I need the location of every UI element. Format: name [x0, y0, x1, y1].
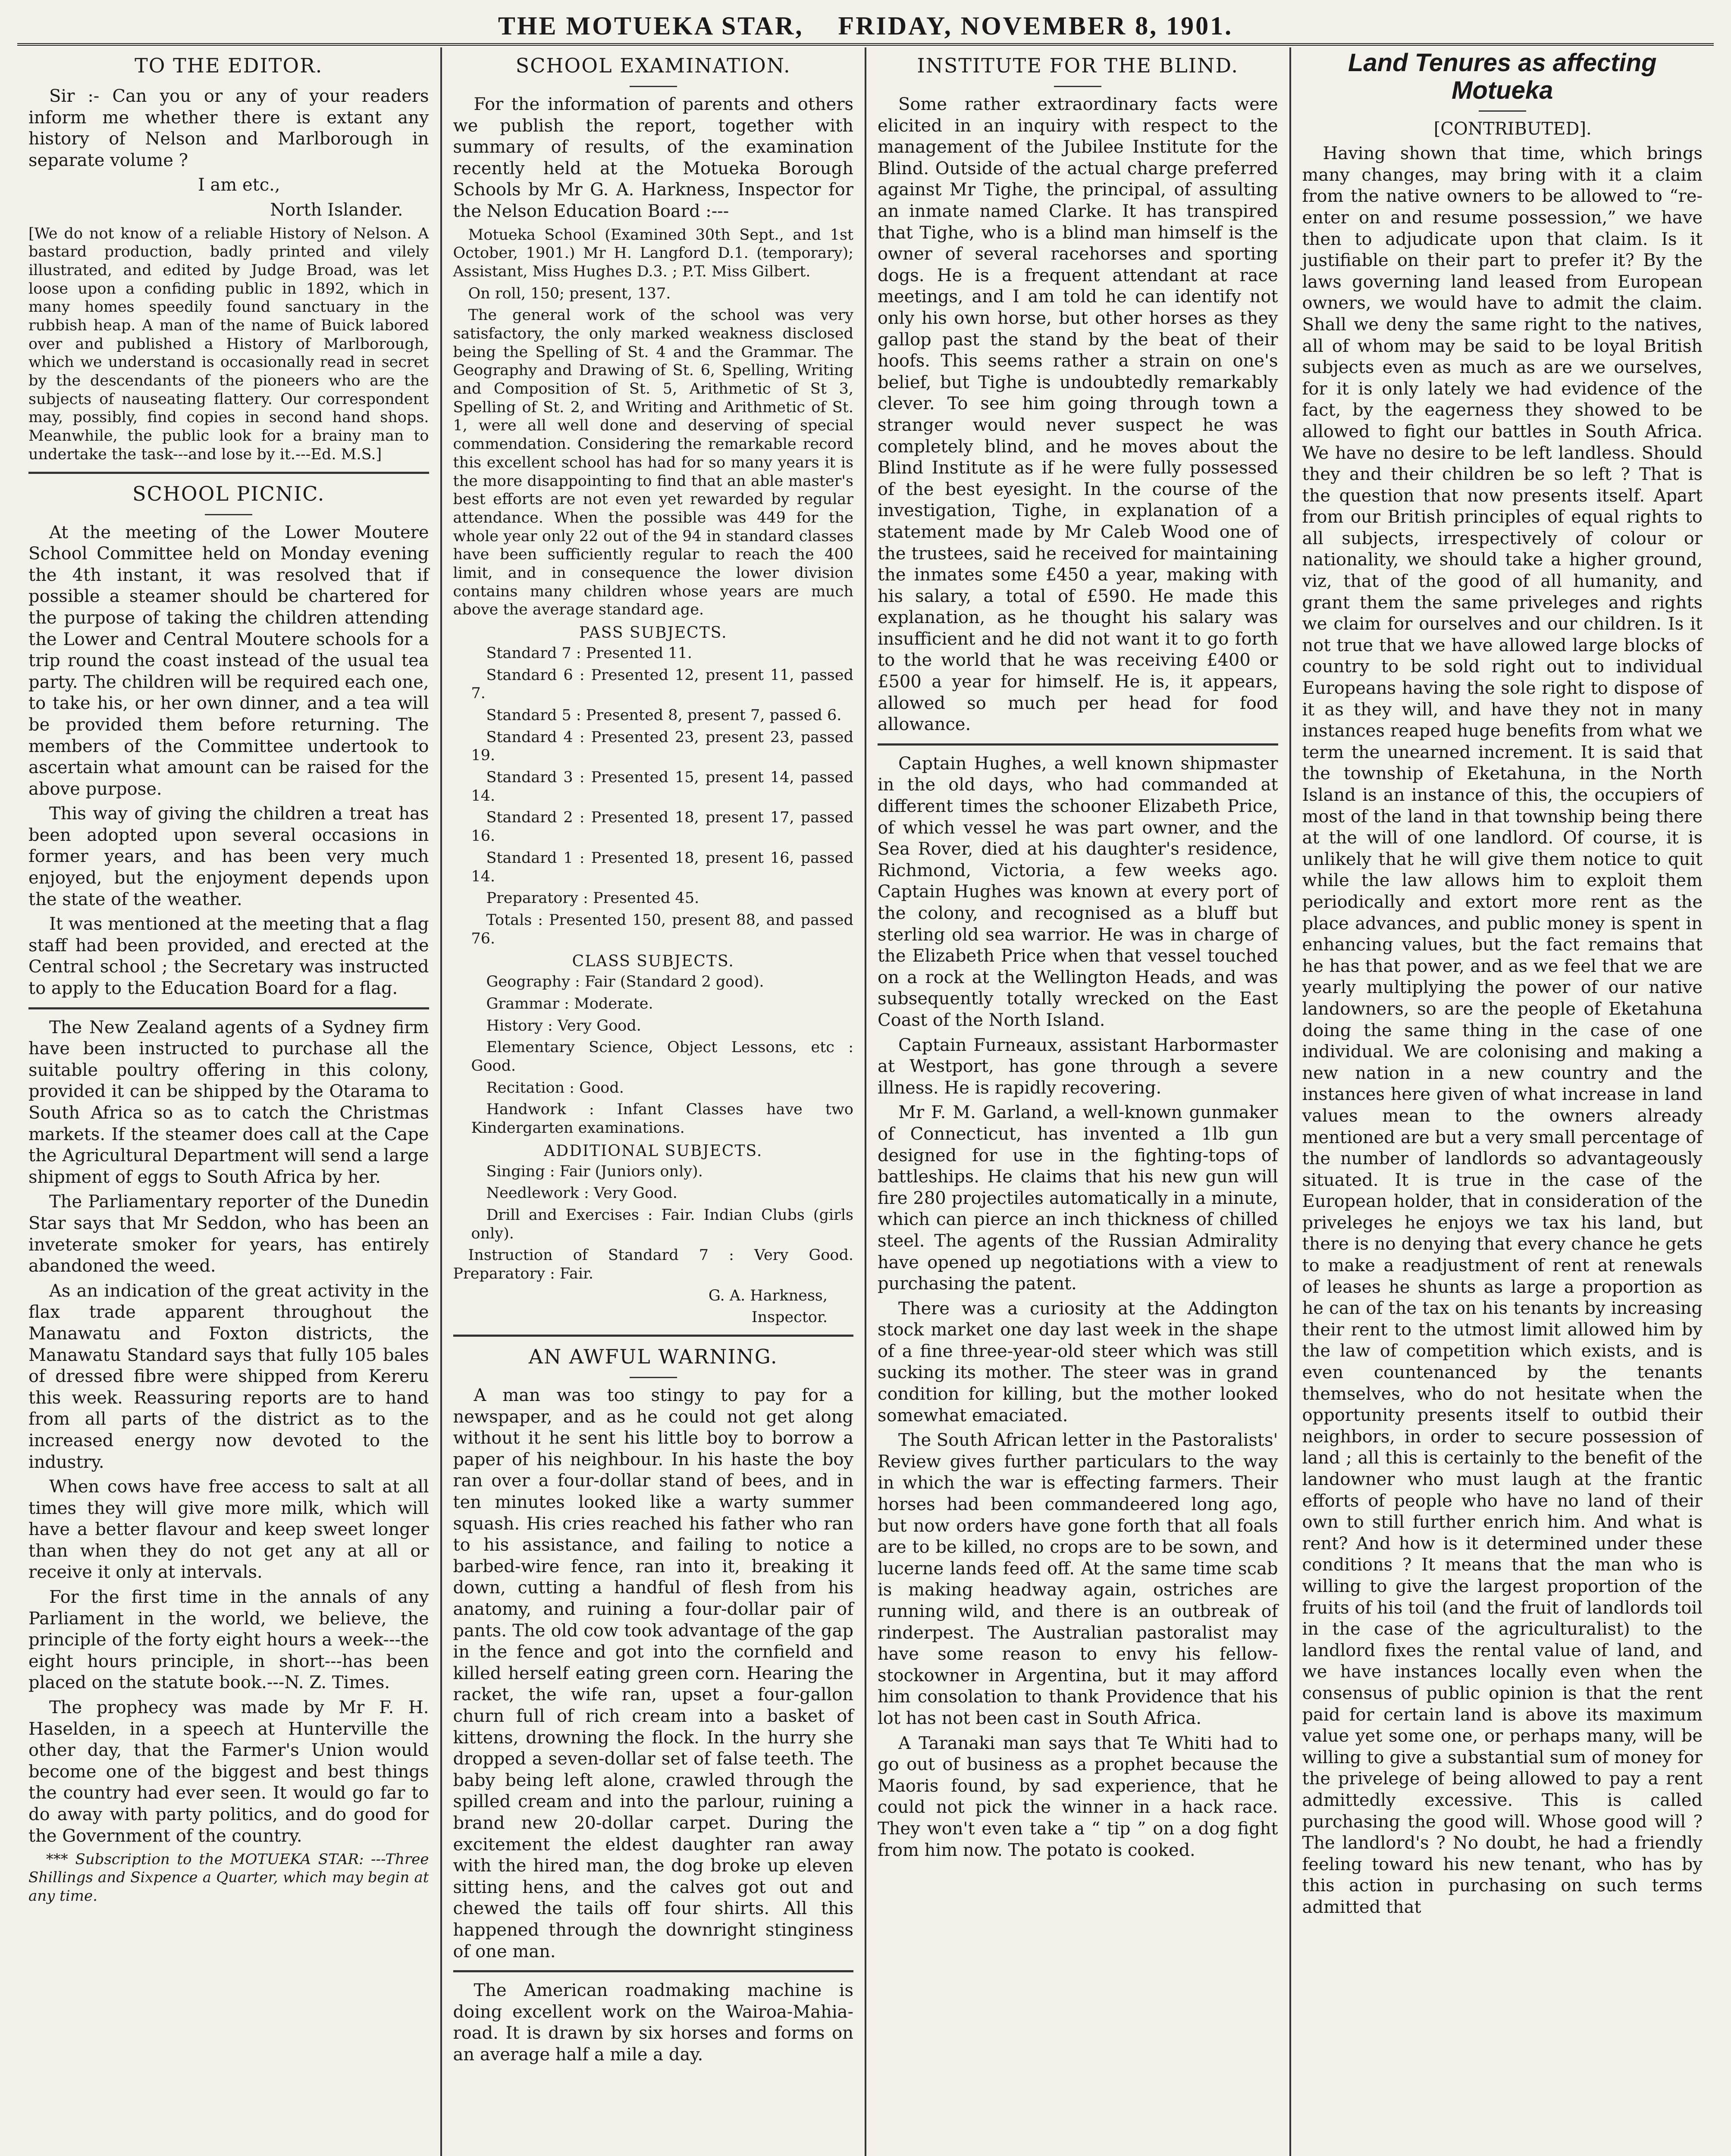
- picnic-paragraph: This way of giving the children a treat has been adopted upon several occasions in former years, and has been very much enjoyed, but the enjoyment depends upon the state of the weather.: [28, 804, 429, 909]
- editor-reply: [We do not know of a reliable History of Nelson. A bastard production, badly printed and vilely illustrated, and edited by Judge Broad, was let loose upon a confiding public in 1892, which in many homes speedily found sanctuary in the rubbish heap. A man of the name of Buick labored over and published a History of Marlborough, which we understand is occasionally read in secret by the descendants of the pioneers who are the subjects of nauseating flattery. Our correspondent may, possibly, find copies in second hand shops. Meanwhile, the public look for a brainy man to undertake the task---and lose by it.---Ed. M.S.]: [28, 225, 429, 463]
- news-paragraph: There was a curiosity at the Addington stock market one day last week in the shape of a fine three-year-old steer which was still sucking its mother. The steer was in grand condition for killing, but the mother looked somewhat emaciated.: [878, 1298, 1278, 1426]
- short-rule: [630, 86, 677, 87]
- class-line: Geography : Fair (Standard 2 good).: [486, 973, 764, 991]
- exam-intro: For the information of parents and others we publish the report, together with summary of results, of the examination recently held at the Motueka Borough Schools by Mr G. A. Harkness, Inspector for the Nelson Education Board :---: [453, 94, 853, 221]
- news-paragraph: For the first time in the annals of any Parliament in the world, we believe, the principle of the forty eight hours a week---the eight hours principle, in short---has been placed on the statute book.---N. Z. Times.: [28, 1587, 429, 1693]
- class-line: Handwork : Infant Classes have two Kindergarten examinations.: [471, 1101, 853, 1137]
- land-tenures-text: Having shown that time, which brings many changes, may bring with it a claim from the native owners to be allowed to “re-enter on and resume possession,” we have then to adjudicate upon that claim. Is it justifiable on their part to prefer it? By the laws governing land leased from European owners, we would have to admit the claim. Shall we deny the same right to the natives, all of whom may be said to be loyal British subjects even as much as are we ourselves, for it is only lately we had evidence of the fact, by the eagerness they showed to be allowed to fight our battles in South Africa. We have no desire to be left landless. Should they and their children be so left ? That is the question that now presents itself. Apart from our British principles of equal rights to all subjects, irrespectively of colour or nationality, we should take a higher ground, viz, that of the good of all humanity, and grant them the same priveleges and rights we claim for ourselves and our children. Is it not true that we have allowed large blocks of country to be sold right out to individual Europeans having the sole right to dispose of it as they will, and have they not in many instances reaped huge benefits from what we term the unearned increment. It is said that the township of Eketahuna, in the North Island is an instance of this, the occupiers of most of the land in that township being there at the will of one landlord. Of course, it is unlikely that he will give them notice to quit while the law allows him to exploit them periodically and extort more rent as the place advances, and public money is spent in enhancing values, but the fact remains that he has that power, and as we feel that we are yearly multiplying the power of our native landowners, so are the people of Eketahuna doing the same thing in the case of one individual. We are colonising and making a new nation in a new country and the instances here given of what increase in land values mean to the owners already mentioned are but a very small percentage of the number of landlords so advantageously situated. It is true in the case of the European holder, that in consideration of the priveleges he enjoys we tax his land, but there is no denying that every chance he gets to make a readjustment of rent at renewals of leases he shunts as large a proportion as he can of the tax on his tenants by increasing their rent to the utmost limit allowed him by the law of competition which exists, and is even countenanced by the tenants themselves, who do not hesitate when the opportunity presents itself to outbid their neighbors, in order to secure possession of land ; all this is certainly to the benefit of the landowner who must laugh at the frantic efforts of people who have no land of their own to still further enrich him. And what is rent? And how is it determined under these conditions ? It means that the man who is willing to give the largest proportion of the fruits of his toil (and the fruit of landlords toil in the case of the agriculturalist) to the landlord fixes the rental value of land, and we have instances locally even when the consensus of public opinion is that the rent paid for certain land is above its maximum value yet some one, or perhaps many, will be willing to give a substantial sum of money for the privelege of being allowed to pay a rent admittedly excessive. This is called purchasing the good will. Whose good will ? The landlord's ? No doubt, he had a friendly feeling toward his new tenant, who has by this action in purchasing on such terms admitted that: [1302, 144, 1703, 1917]
- exam-school: Motueka School (Examined 30th Sept., and 1st October, 1901.) Mr H. Langford D.1. (temporary); Assistant, Miss Hughes D.3. ; P.T. Miss Gilbert.: [453, 226, 853, 280]
- picnic-heading: SCHOOL PICNIC.: [132, 482, 325, 505]
- land-tenures-heading: Land Tenures as affecting Motueka: [1348, 49, 1657, 104]
- pass-line: Totals : Presented 150, present 88, and passed 76.: [471, 911, 853, 947]
- additional-line: Drill and Exercises : Fair. Indian Clubs (girls only).: [471, 1206, 853, 1242]
- editor-letter: Sir :- Can you or any of your readers inform me whether there is extant any history of Nelson and Marlborough in separate volume ?: [28, 86, 429, 170]
- subscription-note: *** Subscription to the MOTUEKA STAR: ---Three Shillings and Sixpence a Quarter, which may begin at any time.: [28, 1851, 429, 1905]
- column-2: [442, 47, 867, 2156]
- exam-signature-title: Inspector.: [751, 1309, 828, 1326]
- pass-line: Standard 6 : Presented 12, present 11, passed 7.: [471, 666, 853, 702]
- editor-signature: North Islander.: [270, 200, 403, 220]
- pass-line: Standard 7 : Presented 11.: [486, 644, 692, 662]
- columns: [17, 47, 1714, 2156]
- exam-report: The general work of the school was very satisfactory, the only marked weakness disclosed being the Spelling of St. 4 and the Grammar. The Geography and Drawing of St. 6, Spelling, Writing and Composition of St. 5, Arithmetic of St 3, Spelling of St. 2, and Writing and Arithmetic of St. 1, were all well done and deserving of special commendation. Considering the remarkable record this excellent school has had for so many years it is the more disappointing to find that an able master's best efforts are not even yet rewarded by regular attendance. When the possible was 449 for the whole year only 22 out of the 94 in standard classes have been sufficiently regular to reach the 400 limit, and in consequence the lower division contains many children whose years are much above the average standard age.: [453, 307, 853, 619]
- additional-line: Needlework : Very Good.: [486, 1185, 677, 1202]
- news-paragraph: A Taranaki man says that Te Whiti had to go out of business as a prophet because the Maoris found, by sad experience, that he could not pick the winner in a hack race. They won't even take a “ tip ” on a dog fight from him now. The potato is cooked.: [878, 1733, 1278, 1860]
- news-paragraph: As an indication of the great activity in the flax trade apparent throughout the Manawatu and Foxton districts, the Manawatu Standard says that fully 105 bales of dressed fibre were shipped from Kereru this week. Reassuring reports are to hand from all parts of the district as to the increased energy now devoted to the industry.: [28, 1281, 429, 1472]
- column-3: [866, 47, 1291, 2156]
- divider: [878, 743, 1278, 746]
- news-paragraph: The New Zealand agents of a Sydney firm have been instructed to purchase all the suitable poultry offering in this colony, provided it can be shipped by the Otarama to South Africa so as to catch the Christmas markets. If the steamer does call at the Cape the Agricultural Department will send a large shipment of eggs to South Africa by her.: [28, 1017, 429, 1187]
- additional-subjects-heading: ADDITIONAL SUBJECTS.: [544, 1142, 763, 1160]
- picnic-paragraph: At the meeting of the Lower Moutere School Committee held on Monday evening the 4th instant, it was resolved that if possible a steamer should be chartered for the purpose of taking the children attending the Lower and Central Moutere schools for a trip round the coast instead of the usual tea party. The children will be required each one, to take his, or her own dinner, and a tea will be provided them before returning. The members of the Committee undertook to ascertain what amount can be raised for the above purpose.: [28, 522, 429, 799]
- exam-roll: On roll, 150; present, 137.: [468, 285, 671, 302]
- additional-line: Singing : Fair (Juniors only).: [486, 1163, 703, 1180]
- news-paragraph: The South African letter in the Pastoralists' Review gives further particulars to the way in which the war is effecting farmers. Their horses had been commandeered long ago, but now orders have gone forth that all foals are to be killed, no crops are to be sown, and lucerne lands feed off. At the same time scab is making headway again, ostriches are running wild, and there is an outbreak of rinderpest. The Australian pastoralist may have some reason to envy his fellow-stockowner in Argentina, but it may afford him consolation to thank Providence that his lot has not been cast in South Africa.: [878, 1430, 1278, 1728]
- warning-text: A man was too stingy to pay for a newspaper, and as he could not get along without it he sent his little boy to borrow a paper of his neighbour. In his haste the boy ran over a four-dollar stand of bees, and in ten minutes looked like a warty summer squash. His cries reached his father who ran to his assistance, and failing to notice a barbed-wire fence, ran into it, breaking it down, cutting a handful of flesh from his anatomy, and ruining a four-dollar pair of pants. The old cow took advantage of the gap in the fence and got into the cornfield and killed herself eating green corn. Hearing the racket, the wife ran, upset a four-gallon churn full of rich cream into a basket of kittens, drowning the flock. In the hurry she dropped a seven-dollar set of false teeth. The baby being left alone, crawled through the spilled cream and into the parlour, ruining a brand new 20-dollar carpet. During the excitement the eldest daughter ran away with the hired man, the dog broke up eleven sitting hens, and the calves got out and chewed the tails off four shirts. All this happened through the downright stinginess of one man.: [453, 1385, 853, 1962]
- masthead-date: FRIDAY, NOVEMBER 8, 1901.: [838, 12, 1233, 40]
- picnic-paragraph: It was mentioned at the meeting that a flag staff had been provided, and erected at the Central school ; the Secretary was instructed to apply to the Education Board for a flag.: [28, 914, 429, 999]
- editor-heading: TO THE EDITOR.: [135, 54, 323, 77]
- class-subjects-heading: CLASS SUBJECTS.: [572, 953, 734, 971]
- news-paragraph: Captain Furneaux, assistant Harbormaster at Westport, has gone through a severe illness. He is rapidly recovering.: [878, 1035, 1278, 1098]
- short-rule: [630, 1377, 677, 1378]
- blind-heading: INSTITUTE FOR THE BLIND.: [917, 54, 1239, 77]
- news-paragraph: The prophecy was made by Mr F. H. Haselden, in a speech at Hunterville the other day, that the Farmer's Union would become one of the biggest and best things the country had ever seen. It would go far to do away with party politics, and do good for the Government of the country.: [28, 1698, 429, 1846]
- masthead-title: THE MOTUEKA STAR,: [498, 12, 804, 40]
- exam-heading: SCHOOL EXAMINATION.: [515, 54, 791, 77]
- news-paragraph: Mr F. M. Garland, a well-known gunmaker of Connecticut, has invented a 1lb gun designed for use in the fighting-tops of battleships. He claims that his new gun will fire 280 projectiles automatically in a minute, which can pierce an inch thickness of chilled steel. The agents of the Russian Admirality have opened up negotiations with a view to purchasing the patent.: [878, 1103, 1278, 1294]
- warning-heading: AN AWFUL WARNING.: [528, 1345, 778, 1369]
- land-tenures-byline: [CONTRIBUTED].: [1433, 119, 1592, 139]
- class-line: Elementary Science, Object Lessons, etc : Good.: [471, 1039, 853, 1075]
- pass-subjects-heading: PASS SUBJECTS.: [579, 624, 728, 642]
- class-line: Grammar : Moderate.: [486, 995, 653, 1012]
- exam-signature-name: G. A. Harkness,: [708, 1287, 828, 1304]
- column-4: [1291, 47, 1714, 2156]
- divider: [28, 1007, 429, 1009]
- exam-instruction: Instruction of Standard 7 : Very Good. Preparatory : Fair.: [453, 1247, 853, 1282]
- pass-line: Standard 4 : Presented 23, present 23, passed 19.: [471, 728, 853, 765]
- news-paragraph: The Parliamentary reporter of the Dunedin Star says that Mr Seddon, who has been an inveterate smoker for years, has entirely abandoned the weed.: [28, 1192, 429, 1276]
- short-rule: [1054, 86, 1101, 87]
- short-rule: [205, 514, 252, 515]
- pass-line: Standard 2 : Presented 18, present 17, passed 16.: [471, 809, 853, 845]
- class-line: History : Very Good.: [486, 1017, 641, 1034]
- roadmaking-paragraph: The American roadmaking machine is doing excellent work on the Wairoa-Mahia-road. It is drawn by six horses and forms on an average half a mile a day.: [453, 1981, 853, 2065]
- column-1: [17, 47, 442, 2156]
- short-rule: [1479, 110, 1526, 112]
- divider: [453, 1970, 854, 1972]
- pass-line: Standard 5 : Presented 8, present 7, passed 6.: [486, 707, 842, 724]
- blind-text: Some rather extraordinary facts were elicited in an inquiry with respect to the management of the Jubilee Institute for the Blind. Outside of the actual charge preferred against Mr Tighe, the principal, of assulting an inmate named Clarke. It has transpired that Tighe, who is a blind man himself is the owner of several racehorses and sporting dogs. He is a frequent attendant at race meetings, and I am told he can identify not only his own horse, but other horses as they gallop past the stand by the beat of their hoofs. This seems rather a strain on one's belief, but Tighe is undoubtedly remarkably clever. To see him going through town a stranger would never suspect he was completely blind, and he moves about the Blind Institute as if he were fully possessed of the best eyesight. In the course of the investigation, Tighe, in explanation of a statement made by Mr Caleb Wood one of the trustees, said he received for maintaining the inmates some £450 a year, making with his salary, a total of £590. He made this explanation, as he thought his salary was insufficient and he did not want it to go forth to the world that he was receiving £400 or £500 a year for himself. He is, it appears, allowed so much per head for food allowance.: [878, 94, 1278, 735]
- divider: [453, 1335, 854, 1337]
- editor-close: I am etc.,: [198, 175, 280, 195]
- news-paragraph: Captain Hughes, a well known shipmaster in the old days, who had commanded at different times the schooner Elizabeth Price, of which vessel he was part owner, and the Sea Rover, died at his daughter's residence, Richmond, Victoria, a few weeks ago. Captain Hughes was known at every port of the colony, and recognised as a bluff but sterling old sea warrior. He was in charge of the Elizabeth Price when that vessel touched on a rock at the Wellington Heads, and was subsequently totally wrecked on the East Coast of the North Island.: [878, 753, 1278, 1030]
- divider: [28, 472, 429, 474]
- news-paragraph: When cows have free access to salt at all times they will give more milk, which will have a better flavour and keep sweet longer than when they do not get any at all or receive it only at intervals.: [28, 1477, 429, 1583]
- pass-line: Standard 1 : Presented 18, present 16, passed 14.: [471, 849, 853, 885]
- pass-line: Standard 3 : Presented 15, present 14, passed 14.: [471, 769, 853, 805]
- pass-line: Preparatory : Presented 45.: [486, 890, 699, 907]
- masthead: [17, 9, 1714, 46]
- class-line: Recitation : Good.: [486, 1079, 624, 1097]
